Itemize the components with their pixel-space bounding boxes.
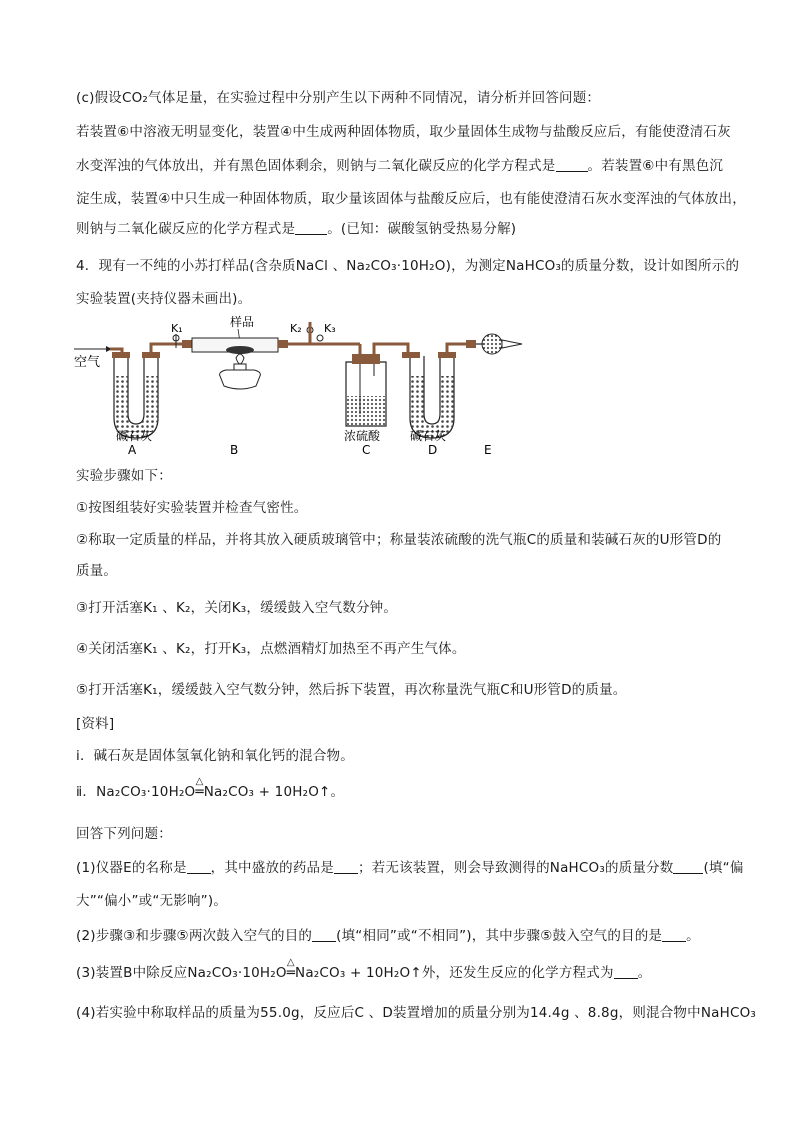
answer-blank[interactable]	[614, 966, 638, 979]
answer-1-text-c: ；若无该装置，则会导致测得的NaHCO₃的质量分数	[357, 860, 674, 876]
step-3: ③打开活塞K₁ 、K₂，关闭K₃，缓缓鼓入空气数分钟。	[76, 600, 398, 616]
reference-1: ⅰ．碱石灰是固体氢氧化钠和氧化钙的混合物。	[76, 748, 354, 764]
answer-1-text-a: (1)仪器E的名称是	[76, 860, 187, 876]
answer-blank[interactable]	[673, 861, 703, 874]
question-4-line-2: 实验装置(夹持仪器未画出)。	[76, 291, 252, 307]
apparatus-figure	[70, 314, 530, 460]
answer-1-line-2: 大”“偏小”或“无影响”)。	[76, 893, 228, 909]
label-e: E	[484, 443, 492, 457]
answer-blank[interactable]	[334, 861, 358, 874]
paragraph-line-2-tail: 。若装置⑥中有黑色沉	[587, 158, 724, 174]
label-a: A	[128, 443, 137, 457]
answer-2-text-a: (2)步骤③和步骤⑤两次鼓入空气的目的	[76, 928, 313, 944]
label-b: B	[230, 443, 239, 457]
answer-blank[interactable]	[312, 929, 336, 942]
step-2-line-1: ②称取一定质量的样品，并将其放入硬质玻璃管中；称量装浓硫酸的洗气瓶C的质量和装碱石灰的U形管D的	[76, 532, 722, 548]
wash-bottle-c	[346, 344, 408, 426]
reference-title: [资料]	[76, 716, 115, 732]
u-tube-d	[402, 344, 466, 438]
answer-3-text-a: (3)装置B中除反应Na₂CO₃·10H₂O	[76, 965, 287, 981]
heating-arrow: △ ═	[287, 963, 295, 983]
answer-blank[interactable]	[662, 929, 686, 942]
answer-blank[interactable]	[295, 222, 327, 235]
answer-3	[76, 957, 756, 983]
paragraph-line-2-text: 水变浑浊的气体放出，并有黑色固体剩余，则钠与二氧化碳反应的化学方程式是	[76, 158, 556, 174]
steps-title: 实验步骤如下：	[76, 468, 172, 484]
drying-tube-e	[466, 334, 522, 354]
answer-1-text-b: ，其中盛放的药品是	[210, 860, 334, 876]
paragraph-line-4	[76, 219, 756, 239]
k1-label: K₁	[171, 322, 183, 335]
answer-1-text-d: (填“偏	[703, 860, 744, 876]
answer-2	[76, 926, 756, 946]
step-1: ①按图组装好实验装置并检查气密性。	[76, 500, 308, 516]
answer-blank[interactable]	[187, 861, 211, 874]
k3-label: K₃	[324, 322, 336, 335]
answer-blank[interactable]	[556, 159, 588, 172]
paragraph-line-1: 若装置⑥中溶液无明显变化，装置④中生成两种固体物质，取少量固体生成物与盐酸反应后，有能使澄清石灰	[76, 124, 731, 140]
paragraph-line-4-tail: 。(已知：碳酸氢钠受热易分解)	[327, 221, 517, 237]
heating-arrow: △ ═	[195, 782, 203, 802]
reference-2	[76, 776, 756, 802]
answer-2-text-b: (填“相同”或“不相同”)，其中步骤⑤鼓入空气的目的是	[336, 928, 663, 944]
label-c: C	[362, 443, 371, 457]
delta-symbol: △	[195, 776, 204, 787]
paragraph-line-4-text: 则钠与二氧化碳反应的化学方程式是	[76, 221, 296, 237]
valve-k2	[290, 322, 313, 344]
paragraph-line-3: 淀生成，装置④中只生成一种固体物质，取少量该固体与盐酸反应后，也有能使澄清石灰水变浑浊的气体放出，	[76, 191, 746, 207]
paragraph-line-2	[76, 156, 756, 176]
step-2-line-2: 质量。	[76, 563, 118, 579]
air-label: 空气	[74, 355, 101, 370]
conc-h2so4-label: 浓硫酸	[344, 429, 381, 443]
answer-3-text-b: Na₂CO₃ + 10H₂O↑外，还发生反应的化学方程式为	[295, 965, 614, 981]
answer-3-text-c: 。	[637, 965, 652, 981]
step-5: ⑤打开活塞K₁，缓缓鼓入空气数分钟，然后拆下装置，再次称量洗气瓶C和U形管D的质量。	[76, 682, 627, 698]
valve-k3	[317, 322, 336, 341]
answer-4: (4)若实验中称取样品的质量为55.0g，反应后C 、D装置增加的质量分别为14.4g 、8.8g，则混合物中NaHCO₃	[76, 1005, 757, 1021]
step-4: ④关闭活塞K₁ 、K₂，打开K₃，点燃酒精灯加热至不再产生气体。	[76, 641, 466, 657]
glass-tube-b	[182, 314, 288, 389]
delta-symbol: △	[286, 957, 295, 968]
reference-2-product: Na₂CO₃ + 10H₂O↑。	[203, 784, 345, 800]
answer-title: 回答下列问题：	[76, 826, 172, 842]
soda-lime-d-label: 碱石灰	[410, 429, 447, 443]
sample-label: 样品	[230, 315, 255, 329]
k2-label: K₂	[290, 322, 302, 335]
part-c-intro: (c)假设CO₂气体足量，在实验过程中分别产生以下两种不同情况，请分析并回答问题：	[76, 90, 601, 106]
u-tube-a	[110, 344, 182, 438]
reference-2-reactant: ⅱ．Na₂CO₃·10H₂O	[76, 784, 196, 800]
label-d: D	[428, 443, 438, 457]
answer-1-line-1	[76, 858, 756, 878]
question-4-line-1: 4．现有一不纯的小苏打样品(含杂质NaCl 、Na₂CO₃·10H₂O)，为测定NaHCO₃的质量分数，设计如图所示的	[76, 258, 740, 274]
answer-2-text-c: 。	[686, 928, 700, 944]
soda-lime-a-label: 碱石灰	[116, 429, 153, 443]
